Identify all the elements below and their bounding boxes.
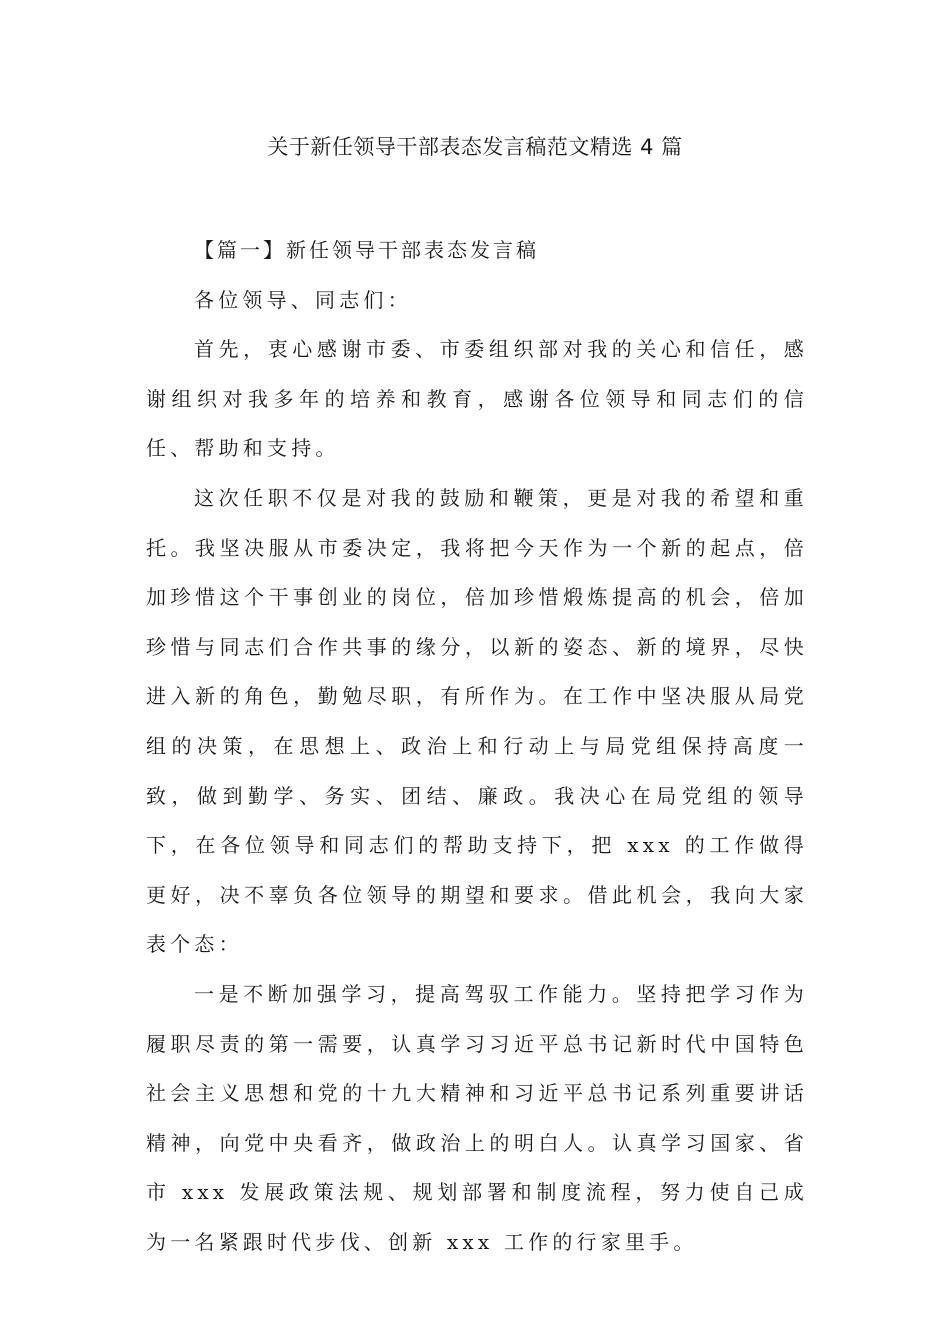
salutation: 各位领导、同志们： xyxy=(194,287,412,312)
paragraph-1: 首先，衷心感谢市委、市委组织部对我的关心和信任，感谢组织对我多年的培养和教育，感谢各位领导和同志们的信任、帮助和支持。 xyxy=(146,337,808,461)
section-heading: 【篇一】新任领导干部表态发言稿 xyxy=(194,238,539,262)
paragraph-3: 一是不断加强学习，提高驾驭工作能力。坚持把学习作为履职尽责的第一需要，认真学习习近平总书记新时代中国特色社会主义思想和党的十九大精神和习近平总书记系列重要讲话精神，向党中央看齐，做政治上的明白人。认真学习国家、省市 xxx 发展政策法规、规划部署和制度流程，努力使自己成为一名紧跟时代步伐、创新 xxx 工作的行家里手。 xyxy=(146,981,808,1254)
paragraph-2: 这次任职不仅是对我的鼓励和鞭策，更是对我的希望和重托。我坚决服从市委决定，我将把今天作为一个新的起点，倍加珍惜这个干事创业的岗位，倍加珍惜煅炼提高的机会，倍加珍惜与同志们合作共事的缘分，以新的姿态、新的境界，尽快进入新的角色，勤勉尽职，有所作为。在工作中坚决服从局党组的决策，在思想上、政治上和行动上与局党组保持高度一致，做到勤学、务实、团结、廉政。我决心在局党组的领导下，在各位领导和同志们的帮助支持下，把 xxx 的工作做得更好，决不辜负各位领导的期望和要求。借此机会，我向大家表个态： xyxy=(146,485,808,957)
document-title: 关于新任领导干部表态发言稿范文精选 4 篇 xyxy=(267,135,683,159)
document-body xyxy=(146,226,808,1267)
